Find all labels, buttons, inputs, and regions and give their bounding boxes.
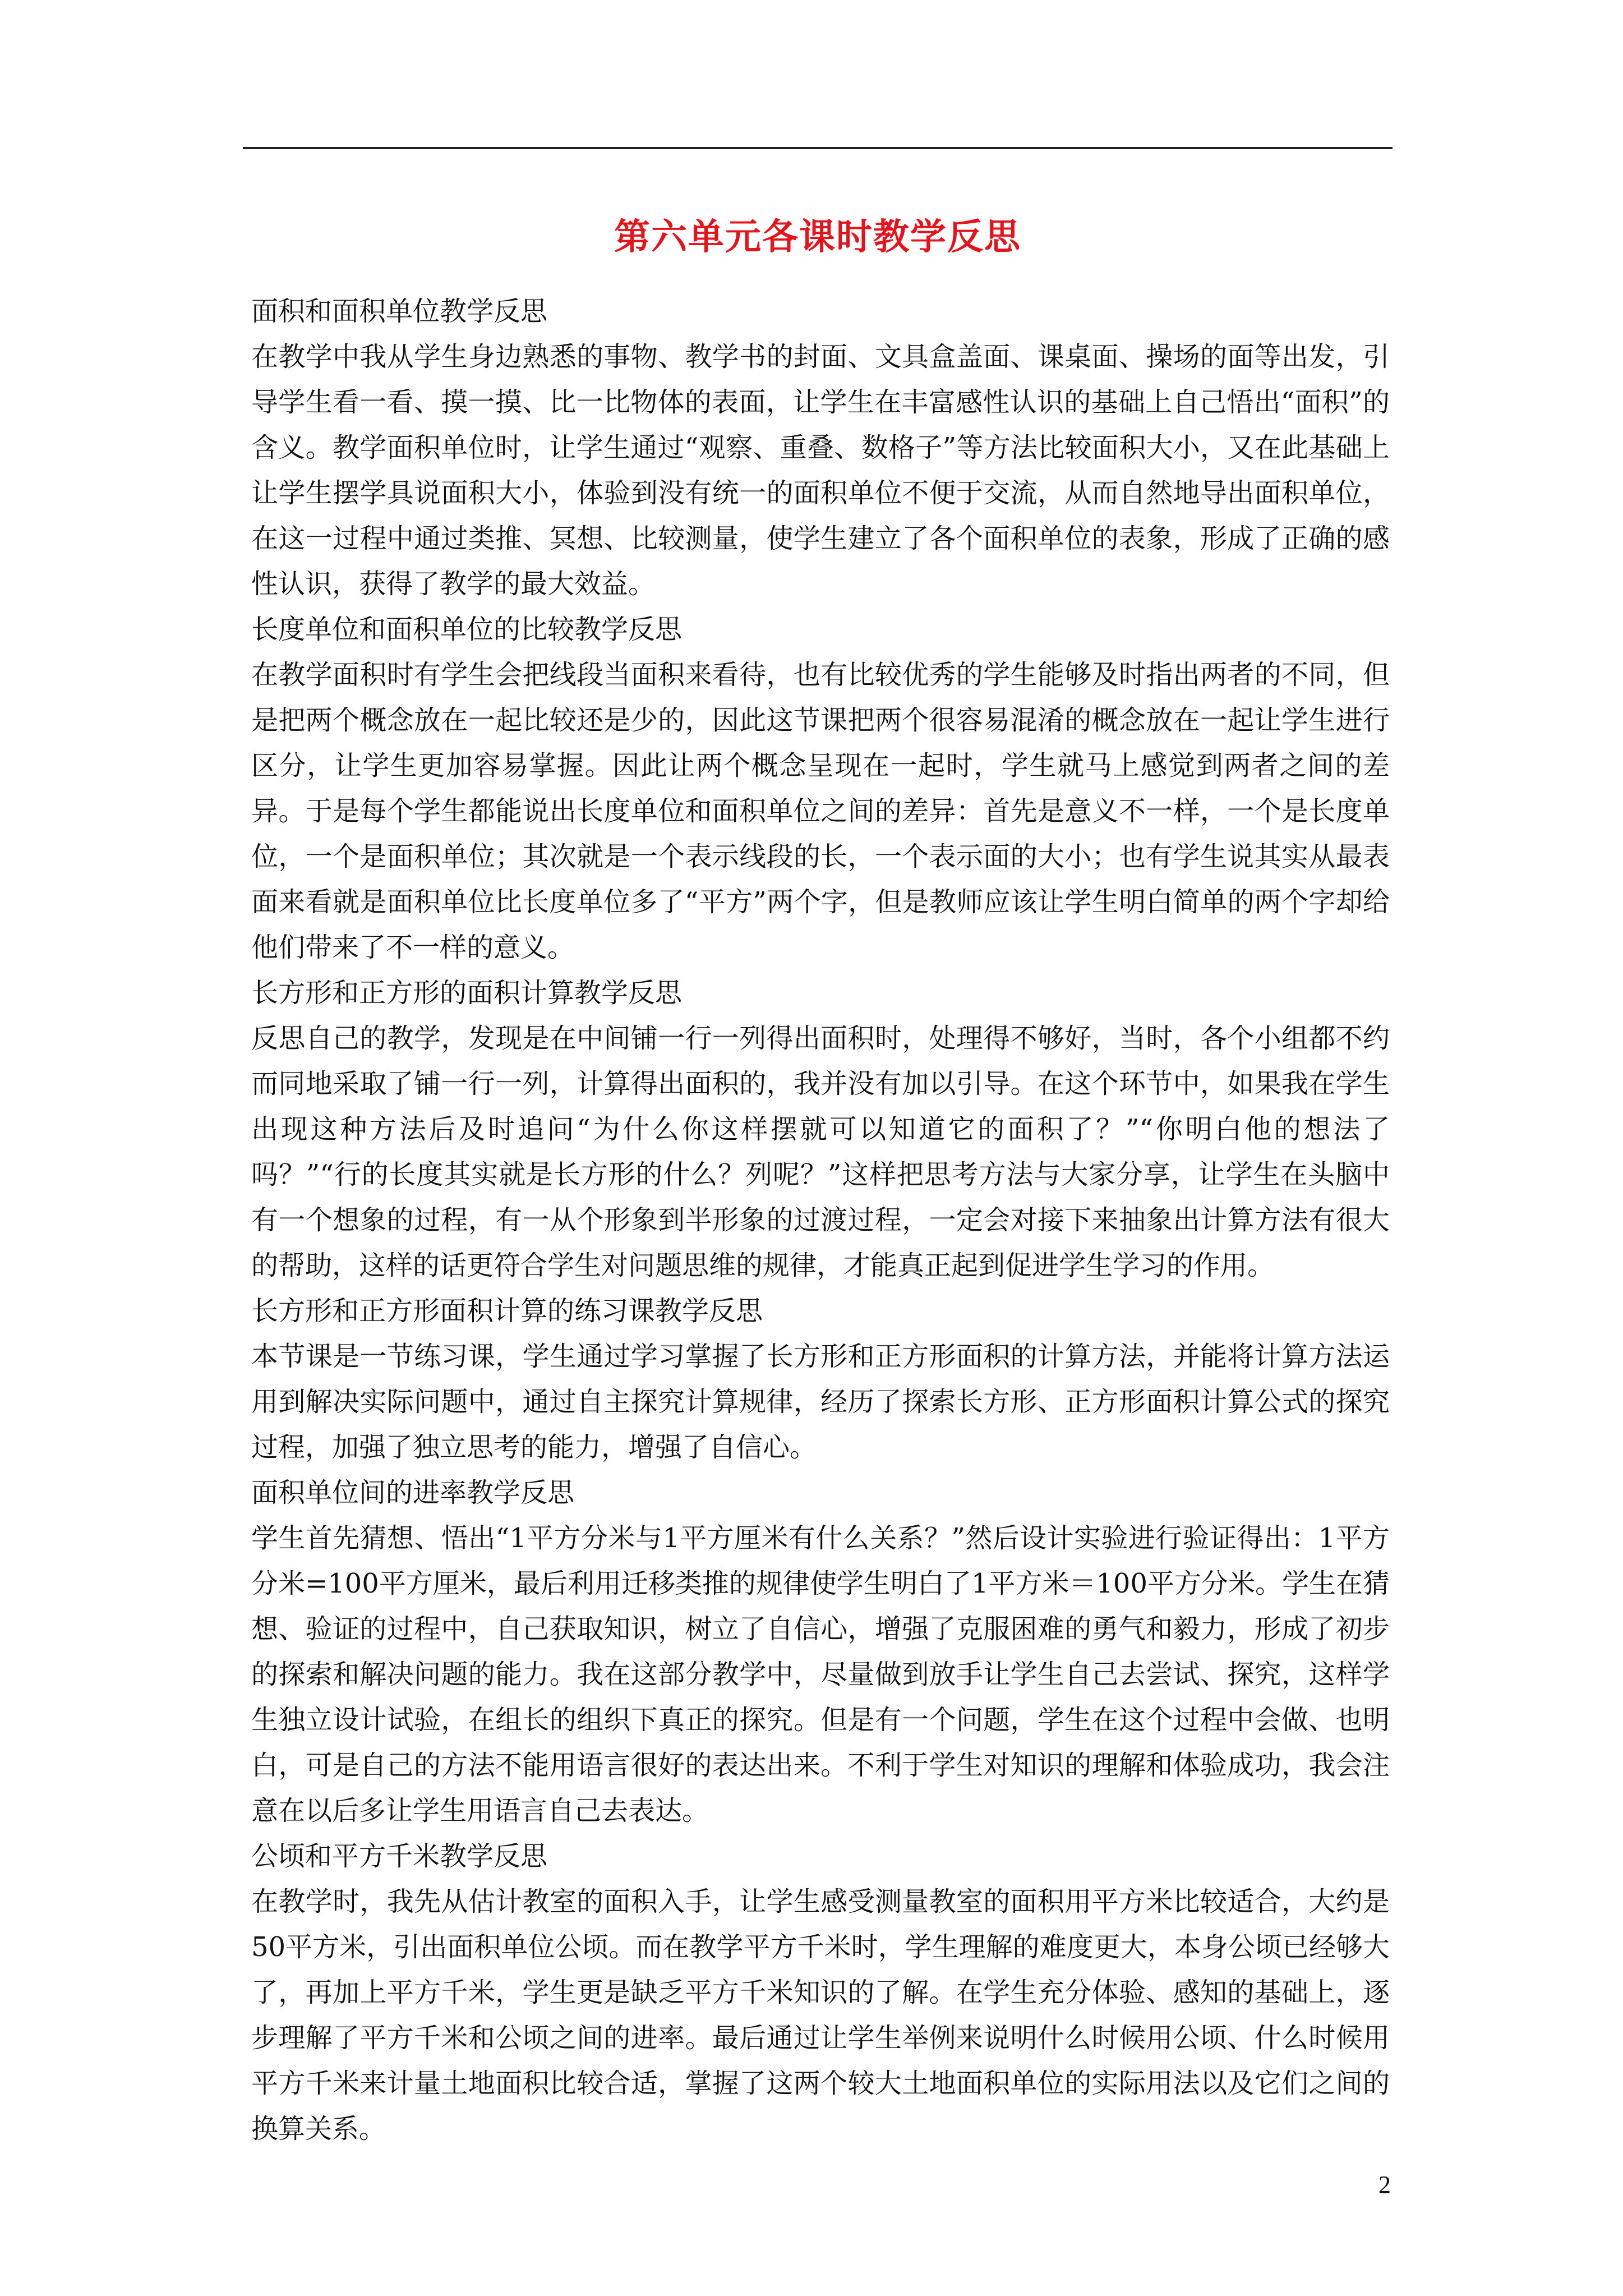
section-heading: 面积单位间的进率教学反思 bbox=[251, 1477, 575, 1508]
document-body bbox=[251, 289, 1390, 2152]
section-paragraph: 学生首先猜想、悟出“1平方分米与1平方厘米有什么关系？”然后设计实验进行验证得出：1平方分米=100平方厘米，最后利用迁移类推的规律使学生明白了1平方米＝100平方分米。学生在猜想、验证的过程中，自己获取知识，树立了自信心，增强了克服困难的勇气和毅力，形成了初步的探索和解决问题的能力。我在这部分教学中，尽量做到放手让学生自己去尝试、探究，这样学生独立设计试验，在组长的组织下真正的探究。但是有一个问题，学生在这个过程中会做、也明白，可是自己的方法不能用语言很好的表达出来。不利于学生对知识的理解和体验成功，我会注意在以后多让学生用语言自己去表达。 bbox=[251, 1522, 1390, 1826]
section-rectangle-square-area bbox=[251, 970, 1390, 1289]
section-paragraph: 本节课是一节练习课，学生通过学习掌握了长方形和正方形面积的计算方法，并能将计算方法运用到解决实际问题中，通过自主探究计算规律，经历了探索长方形、正方形面积计算公式的探究过程，加强了独立思考的能力，增强了自信心。 bbox=[251, 1341, 1390, 1463]
section-paragraph: 在教学时，我先从估计教室的面积入手，让学生感受测量教室的面积用平方米比较适合，大约是50平方米，引出面积单位公顷。而在教学平方千米时，学生理解的难度更大，本身公顷已经够大了，再加上平方千米，学生更是缺乏平方千米知识的了解。在学生充分体验、感知的基础上，逐步理解了平方千米和公顷之间的进率。最后通过让学生举例来说明什么时候用公顷、什么时候用平方千米来计量土地面积比较合适，掌握了这两个较大土地面积单位的实际用法以及它们之间的换算关系。 bbox=[251, 1886, 1390, 2145]
section-hectare-square-km bbox=[251, 1834, 1390, 2152]
section-heading: 长方形和正方形面积计算的练习课教学反思 bbox=[251, 1295, 763, 1327]
page-number: 2 bbox=[1378, 2171, 1391, 2198]
section-area-practice bbox=[251, 1289, 1390, 1470]
section-heading: 长方形和正方形的面积计算教学反思 bbox=[251, 977, 683, 1009]
section-heading: 长度单位和面积单位的比较教学反思 bbox=[251, 614, 683, 645]
page-title: 第六单元各课时教学反思 bbox=[614, 216, 1021, 258]
section-paragraph: 在教学面积时有学生会把线段当面积来看待，也有比较优秀的学生能够及时指出两者的不同，但是把两个概念放在一起比较还是少的，因此这节课把两个很容易混淆的概念放在一起让学生进行区分，让学生更加容易掌握。因此让两个概念呈现在一起时，学生就马上感觉到两者之间的差异。于是每个学生都能说出长度单位和面积单位之间的差异：首先是意义不一样，一个是长度单位，一个是面积单位；其次就是一个表示线段的长，一个表示面的大小；也有学生说其实从最表面来看就是面积单位比长度单位多了“平方”两个字，但是教师应该让学生明白简单的两个字却给他们带来了不一样的意义。 bbox=[251, 659, 1390, 963]
header-rule bbox=[243, 147, 1393, 149]
section-paragraph: 反思自己的教学，发现是在中间铺一行一列得出面积时，处理得不够好，当时，各个小组都不约而同地采取了铺一行一列，计算得出面积的，我并没有加以引导。在这个环节中，如果我在学生出现这种方法后及时追问“为什么你这样摆就可以知道它的面积了？”“你明白他的想法了吗？”“行的长度其实就是长方形的什么？列呢？”这样把思考方法与大家分享，让学生在头脑中有一个想象的过程，有一从个形象到半形象的过渡过程，一定会对接下来抽象出计算方法有很大的帮助，这样的话更符合学生对问题思维的规律，才能真正起到促进学生学习的作用。 bbox=[251, 1023, 1390, 1281]
section-area-and-units bbox=[251, 289, 1390, 607]
section-unit-conversion bbox=[251, 1470, 1390, 1834]
section-heading: 面积和面积单位教学反思 bbox=[251, 296, 548, 327]
section-length-vs-area-units bbox=[251, 607, 1390, 970]
section-heading: 公顷和平方千米教学反思 bbox=[251, 1841, 548, 1872]
section-paragraph: 在教学中我从学生身边熟悉的事物、教学书的封面、文具盒盖面、课桌面、操场的面等出发，引导学生看一看、摸一摸、比一比物体的表面，让学生在丰富感性认识的基础上自己悟出“面积”的含义。教学面积单位时，让学生通过“观察、重叠、数格子”等方法比较面积大小，又在此基础上让学生摆学具说面积大小，体验到没有统一的面积单位不便于交流，从而自然地导出面积单位，在这一过程中通过类推、冥想、比较测量，使学生建立了各个面积单位的表象，形成了正确的感性认识，获得了教学的最大效益。 bbox=[251, 341, 1390, 600]
